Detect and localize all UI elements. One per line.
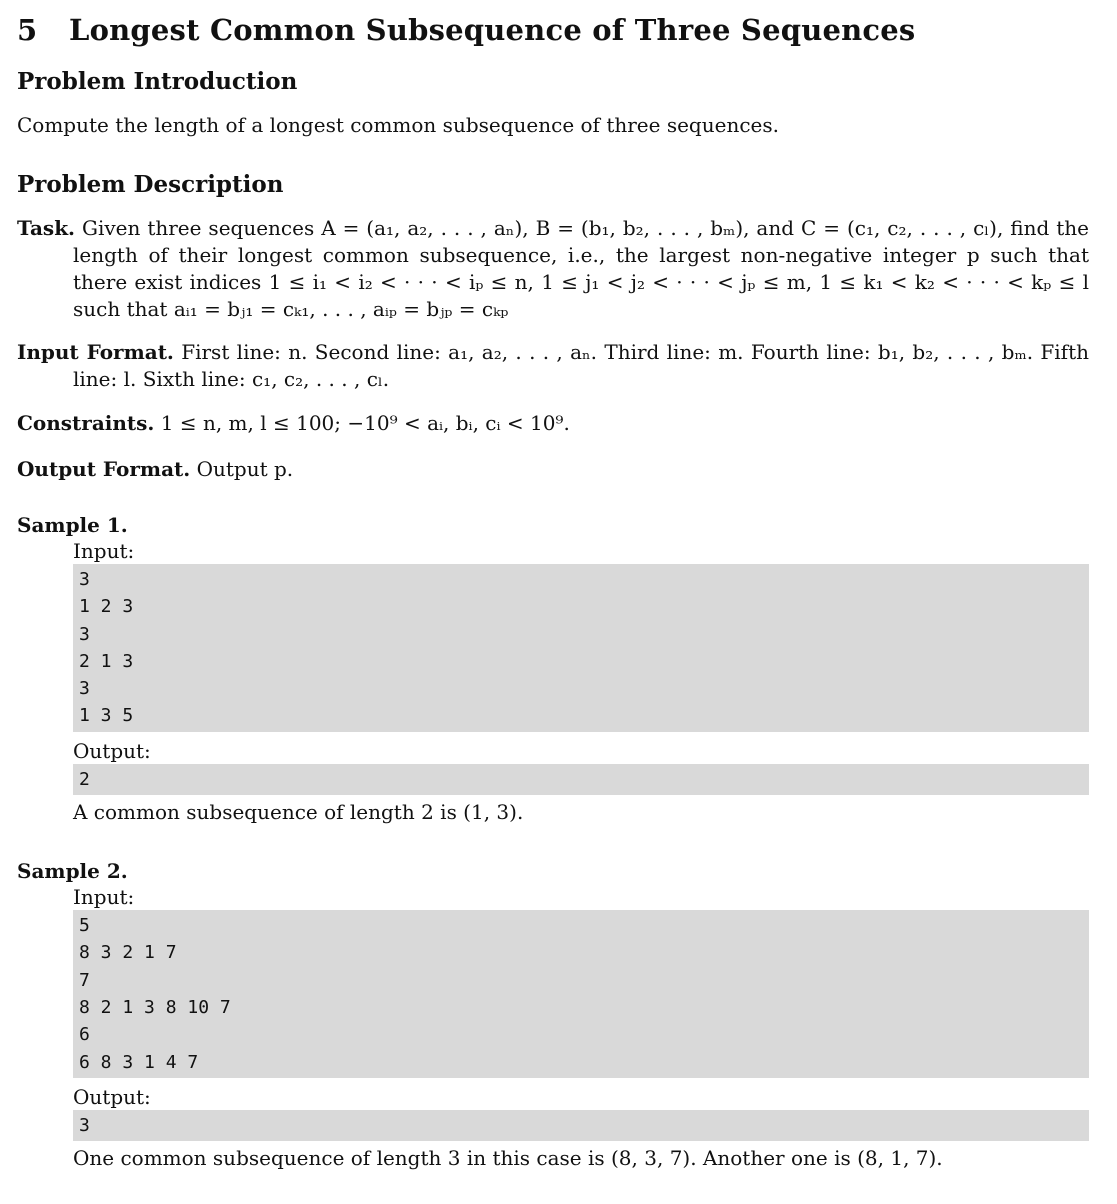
task-text: Given three sequences A = (a₁, a₂, . . . , aₙ), B = (b₁, b₂, . . . , bₘ), and C = (c₁, c₂, . . . , cₗ), find the length of their longest common subsequence, i.e., the largest non-negative integer p such that there exist indices 1 ≤ i₁ < i₂ < · · · < iₚ ≤ n, 1 ≤ j₁ < j₂ < · · · < jₚ ≤ m, 1 ≤ k₁ < k₂ < · · · < kₚ ≤ l such that aᵢ₁ = bⱼ₁ = cₖ₁, . . . , aᵢₚ = bⱼₚ = cₖₚ [73, 216, 1089, 321]
sample-output-block [73, 1110, 1089, 1141]
sample-input-label: Input: [73, 539, 135, 563]
code-line: 8 3 2 1 7 [79, 942, 177, 964]
output-format-paragraph [17, 456, 1089, 483]
code-line: 5 [79, 915, 90, 937]
constraints-label: Constraints. [17, 411, 155, 435]
sample-input-block [73, 910, 1089, 1078]
code-line: 6 [79, 1024, 90, 1046]
code-line: 8 2 1 3 8 10 7 [79, 996, 231, 1018]
input-format-text: First line: n. Second line: a₁, a₂, . . . , aₙ. Third line: m. Fourth line: b₁, b₂, . . . , bₘ. Fifth line: l. Sixth line: c₁, c₂, . . . , cₗ. [73, 340, 1089, 391]
sample-title: Sample 2. [17, 859, 128, 884]
sample-note: One common subsequence of length 3 in this case is (8, 3, 7). Another one is (8, 1, 7). [73, 1146, 943, 1171]
sample-title: Sample 1. [17, 513, 128, 537]
sample-output-label: Output: [73, 738, 151, 763]
intro-heading: Problem Introduction [17, 68, 298, 95]
code-line: 3 [79, 623, 90, 645]
problem-page [17, 8, 1089, 1175]
constraints-paragraph [17, 410, 1089, 437]
code-line: 7 [79, 969, 90, 991]
sample-output-label: Output: [73, 1084, 151, 1109]
section-heading [17, 10, 1089, 50]
code-line: 3 [79, 1114, 90, 1136]
code-line: 1 2 3 [79, 596, 134, 618]
task-paragraph [17, 215, 1089, 323]
code-line: 6 8 3 1 4 7 [79, 1051, 199, 1073]
sample-note: A common subsequence of length 2 is (1, 3). [73, 800, 524, 825]
input-format-paragraph [17, 339, 1089, 393]
output-format-text: Output p. [196, 457, 294, 481]
description-heading: Problem Description [17, 171, 284, 198]
sample-block [17, 512, 1089, 829]
code-line: 2 1 3 [79, 650, 134, 672]
task-label: Task. [17, 216, 76, 240]
sample-input-block [73, 564, 1089, 732]
code-line: 2 [79, 768, 90, 790]
code-line: 3 [79, 569, 90, 590]
code-line: 1 3 5 [79, 705, 134, 727]
section-title: Longest Common Subsequence of Three Sequences [69, 13, 916, 47]
code-line: 3 [79, 678, 90, 700]
sample-output-block [73, 764, 1089, 795]
constraints-text: 1 ≤ n, m, l ≤ 100; −10⁹ < aᵢ, bᵢ, cᵢ < 10⁹. [160, 411, 570, 435]
sample-block [17, 858, 1089, 1175]
section-number: 5 [17, 13, 38, 47]
output-format-label: Output Format. [17, 457, 191, 481]
input-format-label: Input Format. [17, 340, 174, 364]
sample-input-label: Input: [73, 885, 135, 910]
intro-text: Compute the length of a longest common subsequence of three sequences. [17, 113, 779, 137]
